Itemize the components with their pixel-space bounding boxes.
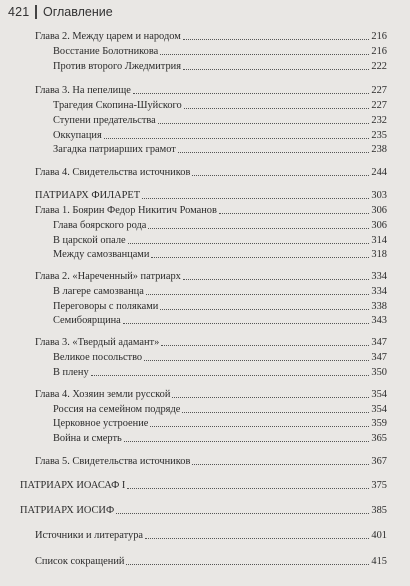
toc-page: 314 [371,235,387,246]
dot-leader [126,563,369,565]
toc-page: 375 [371,480,387,491]
dot-leader [192,174,369,176]
toc-entry [20,479,387,492]
toc-page: 318 [371,249,387,260]
toc-page: 354 [371,389,387,400]
toc-entry [53,99,387,112]
toc-title: В лагере самозванца [53,286,144,297]
toc-entry [53,143,387,156]
toc-entry [53,248,387,261]
toc-page: 303 [371,190,387,201]
toc-entry [53,114,387,127]
toc-entry [53,351,387,364]
dot-leader [123,322,370,324]
dot-leader [172,396,369,398]
toc-page: 343 [371,315,387,326]
toc-page: 244 [371,167,387,178]
toc-title: Россия на семейном подряде [53,404,181,415]
dot-leader [150,425,369,427]
toc-page: 347 [371,337,387,348]
toc-title: Глава 4. Хозяин земли русской [35,389,171,400]
dot-leader [183,38,370,40]
toc-title: Против второго Лжедмитрия [53,61,181,72]
toc-page: 354 [371,404,387,415]
dot-leader [183,278,370,280]
toc-title: ПАТРИАРХ ИОСИФ [20,505,115,516]
toc-title: Трагедия Скопина-Шуйского [53,100,182,111]
toc-title: Церковное устроение [53,418,149,429]
dot-leader [192,463,369,465]
dot-leader [183,68,369,70]
toc-page: 306 [371,220,387,231]
toc-page: 216 [371,31,387,42]
toc-title: Оккупация [53,130,102,141]
toc-title: Восстание Болотникова [53,46,159,57]
toc-page: 238 [371,144,387,155]
toc-entry [53,314,387,327]
toc-title: Ступени предательства [53,115,156,126]
dot-leader [158,122,370,124]
toc-entry [53,366,387,379]
toc-entry [53,129,387,142]
toc-title: Глава 5. Свидетельства источников [35,456,191,467]
toc-page: 350 [371,367,387,378]
dot-leader [124,440,370,442]
toc-entry [35,388,387,401]
toc-page: 334 [371,271,387,282]
toc-entry [35,204,387,217]
dot-leader [148,227,369,229]
toc-title: Загадка патриарших грамот [53,144,176,155]
toc-title: Семибоярщина [53,315,121,326]
toc-entry [35,455,387,468]
toc-entry [35,555,387,568]
toc-entry [53,300,387,313]
toc-title: Великое посольство [53,352,143,363]
toc-title: Глава 2. «Нареченный» патриарх [35,271,181,282]
dot-leader [184,107,370,109]
toc-title: ПАТРИАРХ ИОАСАФ I [20,480,126,491]
toc-page: 235 [371,130,387,141]
dot-leader [178,151,370,153]
toc-page: 227 [371,85,387,96]
toc-page: 338 [371,301,387,312]
toc-entry [53,234,387,247]
toc-page: 367 [371,456,387,467]
dot-leader [104,137,370,139]
running-title: Оглавление [42,5,113,19]
dot-leader [182,411,369,413]
toc-entry [35,529,387,542]
toc-entry [35,166,387,179]
toc-page: 347 [371,352,387,363]
toc-entry [35,84,387,97]
toc-title: Глава боярского рода [53,220,147,231]
toc-entry [53,285,387,298]
dot-leader [142,197,369,199]
dot-leader [116,512,369,514]
dot-leader [145,537,369,539]
toc-title: Между самозванцами [53,249,150,260]
toc-entry [35,336,387,349]
toc-entry [35,270,387,283]
toc-entry [53,60,387,73]
toc-entry [53,45,387,58]
dot-leader [160,308,369,310]
toc-page: 401 [371,530,387,541]
toc-title: Источники и литература [35,530,143,541]
toc-entry [53,403,387,416]
toc-page: 415 [371,556,387,567]
toc-entry [53,432,387,445]
dot-leader [133,92,370,94]
toc-page: 334 [371,286,387,297]
toc-title: Глава 1. Боярин Федор Никитич Романов [35,205,217,216]
toc-title: Список сокращений [35,556,125,567]
dot-leader [144,359,369,361]
toc-title: Глава 2. Между царем и народом [35,31,181,42]
toc-title: Глава 3. «Твердый адамант» [35,337,160,348]
dot-leader [91,374,370,376]
toc-title: Глава 3. На пепелище [35,85,131,96]
toc-title: В плену [53,367,89,378]
toc-title: Переговоры с поляками [53,301,159,312]
toc-title: ПАТРИАРХ ФИЛАРЕТ [35,190,141,201]
dot-leader [146,293,370,295]
toc-title: Война и смерть [53,433,122,444]
toc-page: 365 [371,433,387,444]
toc-page: 232 [371,115,387,126]
toc-title: В царской опале [53,235,126,246]
toc-page: 227 [371,100,387,111]
toc-page: 359 [371,418,387,429]
dot-leader [161,344,369,346]
page-number: 421 [8,5,30,19]
toc-entry [53,417,387,430]
dot-leader [127,487,369,489]
toc-entry [20,504,387,517]
toc-entry [35,189,387,202]
dot-leader [128,242,370,244]
toc-entry [35,30,387,43]
toc-entry [53,219,387,232]
toc-page: 385 [371,505,387,516]
toc-page: 222 [371,61,387,72]
toc-page: 216 [371,46,387,57]
toc-page: 306 [371,205,387,216]
dot-leader [151,256,369,258]
dot-leader [219,212,370,214]
dot-leader [160,53,369,55]
toc-title: Глава 4. Свидетельства источников [35,167,191,178]
